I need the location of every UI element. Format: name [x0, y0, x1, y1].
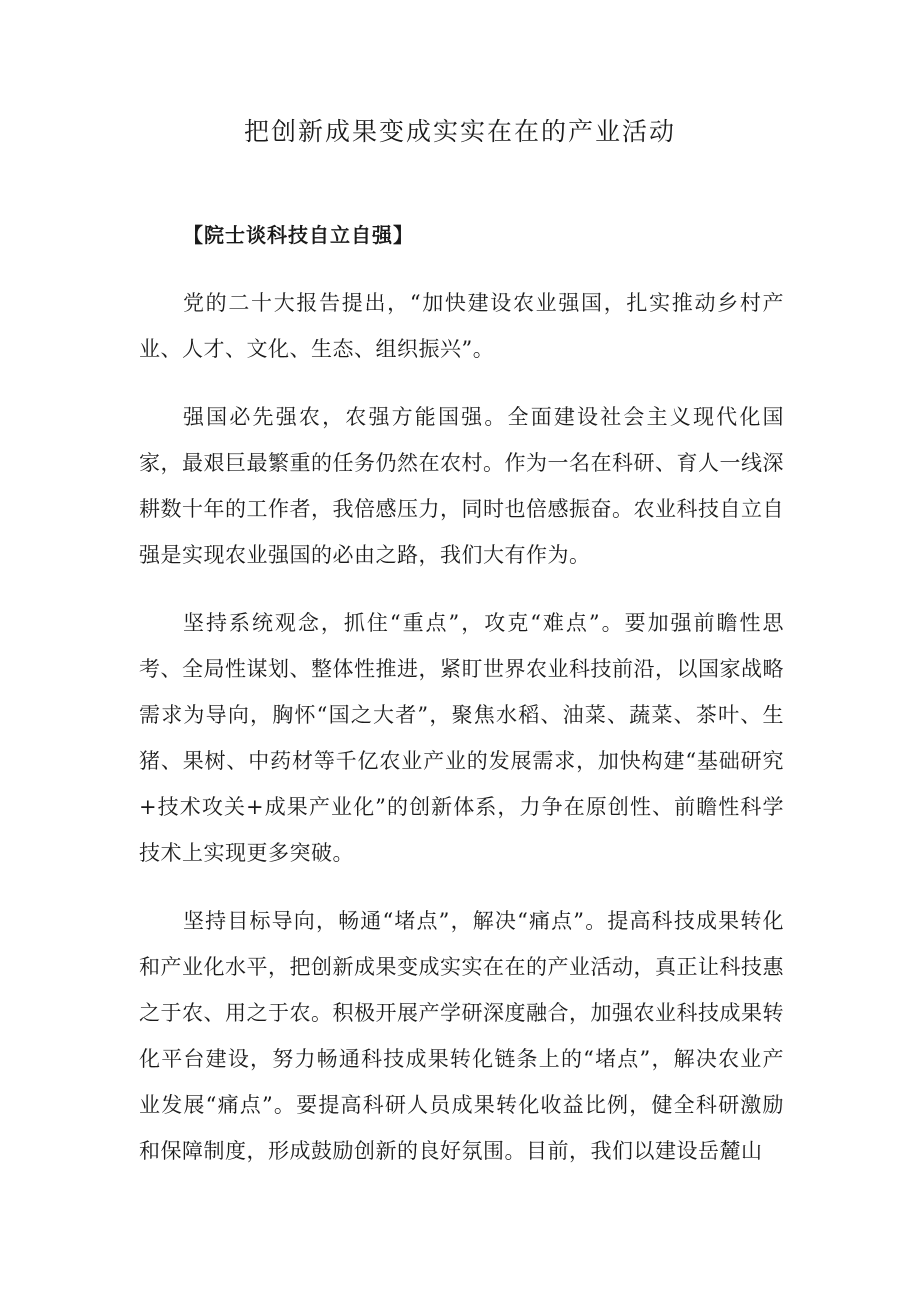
- paragraph: 坚持系统观念，抓住“重点”，攻克“难点”。要加强前瞻性思考、全局性谋划、整体性推进，紧盯世界农业科技前沿，以国家战略需求为导向，胸怀“国之大者”，聚焦水稻、油菜、蔬菜、茶叶、生猪、果树、中药材等千亿农业产业的发展需求，加快构建“基础研究+技术攻关+成果产业化”的创新体系，力争在原创性、前瞻性科学技术上实现更多突破。: [139, 611, 784, 865]
- document-body: [139, 212, 784, 1174]
- paragraph: 坚持目标导向，畅通“堵点”，解决“痛点”。提高科技成果转化和产业化水平，把创新成果变成实实在在的产业活动，真正让科技惠之于农、用之于农。积极开展产学研深度融合，加强农业科技成果转化平台建设，努力畅通科技成果转化链条上的“堵点”，解决农业产业发展“痛点”。要提高科研人员成果转化收益比例，健全科研激励和保障制度，形成鼓励创新的良好氛围。目前，我们以建设岳麓山: [139, 909, 784, 1163]
- column-tag: 【院士谈科技自立自强】: [183, 223, 414, 247]
- document-title: 把创新成果变成实实在在的产业活动: [243, 117, 676, 146]
- paragraph: 党的二十大报告提出，“加快建设农业强国，扎实推动乡村产业、人才、文化、生态、组织振兴”。: [139, 291, 784, 361]
- paragraph: 强国必先强农，农强方能国强。全面建设社会主义现代化国家，最艰巨最繁重的任务仍然在农村。作为一名在科研、育人一线深耕数十年的工作者，我倍感压力，同时也倍感振奋。农业科技自立自强是实现农业强国的必由之路，我们大有作为。: [139, 405, 784, 567]
